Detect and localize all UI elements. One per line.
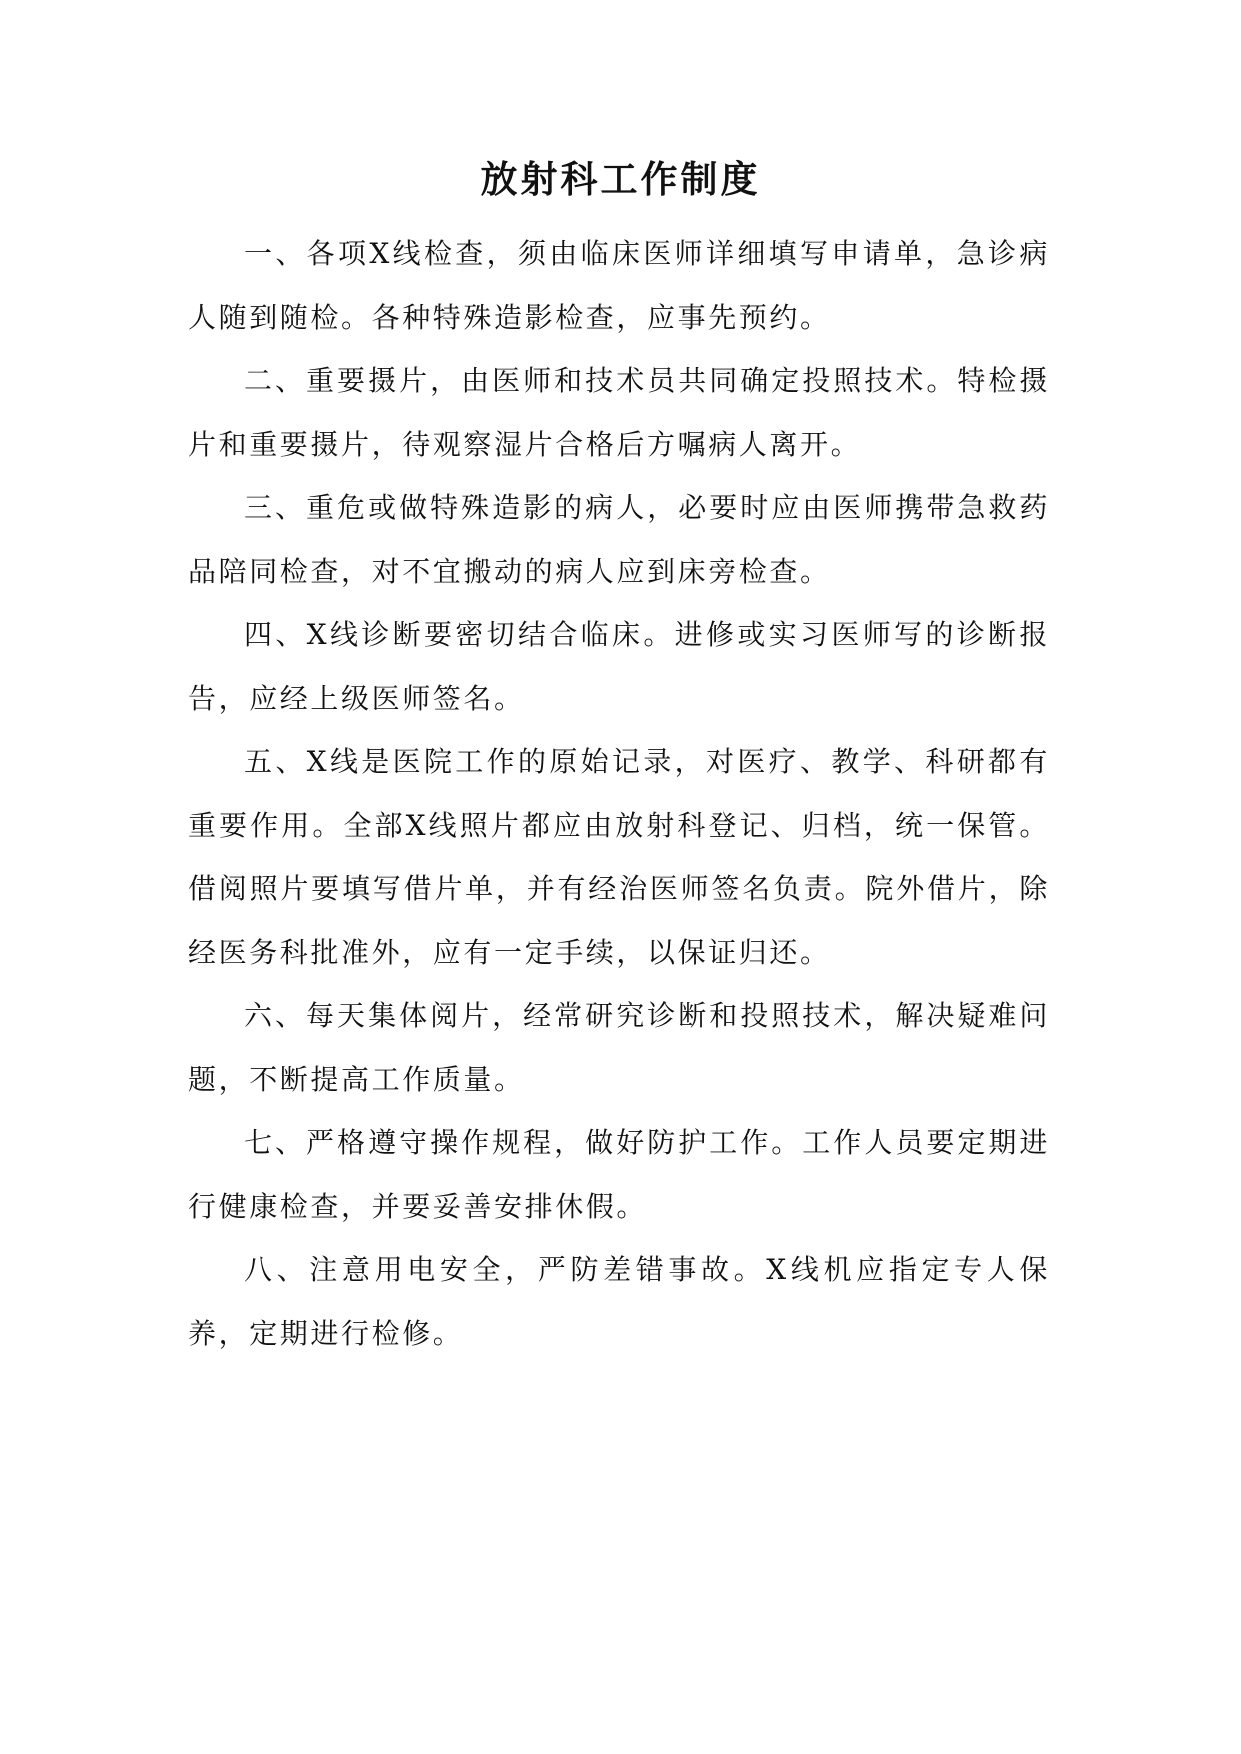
paragraph-2: 二、重要摄片，由医师和技术员共同确定投照技术。特检摄片和重要摄片，待观察湿片合格后方嘱病人离开。 — [188, 364, 1050, 461]
paragraph-5: 五、X线是医院工作的原始记录，对医疗、教学、科研都有重要作用。全部X线照片都应由放射科登记、归档，统一保管。借阅照片要填写借片单，并有经治医师签名负责。院外借片，除经医务科批准外，应有一定手续，以保证归还。 — [188, 745, 1050, 969]
paragraph-4: 四、X线诊断要密切结合临床。进修或实习医师写的诊断报告，应经上级医师签名。 — [188, 618, 1050, 715]
paragraph-6: 六、每天集体阅片，经常研究诊断和投照技术，解决疑难问题，不断提高工作质量。 — [188, 999, 1050, 1096]
paragraph-1: 一、各项X线检查，须由临床医师详细填写申请单，急诊病人随到随检。各种特殊造影检查，应事先预约。 — [188, 237, 1050, 334]
paragraph-3: 三、重危或做特殊造影的病人，必要时应由医师携带急救药品陪同检查，对不宜搬动的病人应到床旁检查。 — [188, 491, 1050, 588]
paragraph-8: 八、注意用电安全，严防差错事故。X线机应指定专人保养，定期进行检修。 — [188, 1253, 1050, 1350]
document-title: 放射科工作制度 — [480, 158, 761, 201]
document-body — [188, 222, 1050, 1365]
paragraph-7: 七、严格遵守操作规程，做好防护工作。工作人员要定期进行健康检查，并要妥善安排休假。 — [188, 1126, 1050, 1223]
